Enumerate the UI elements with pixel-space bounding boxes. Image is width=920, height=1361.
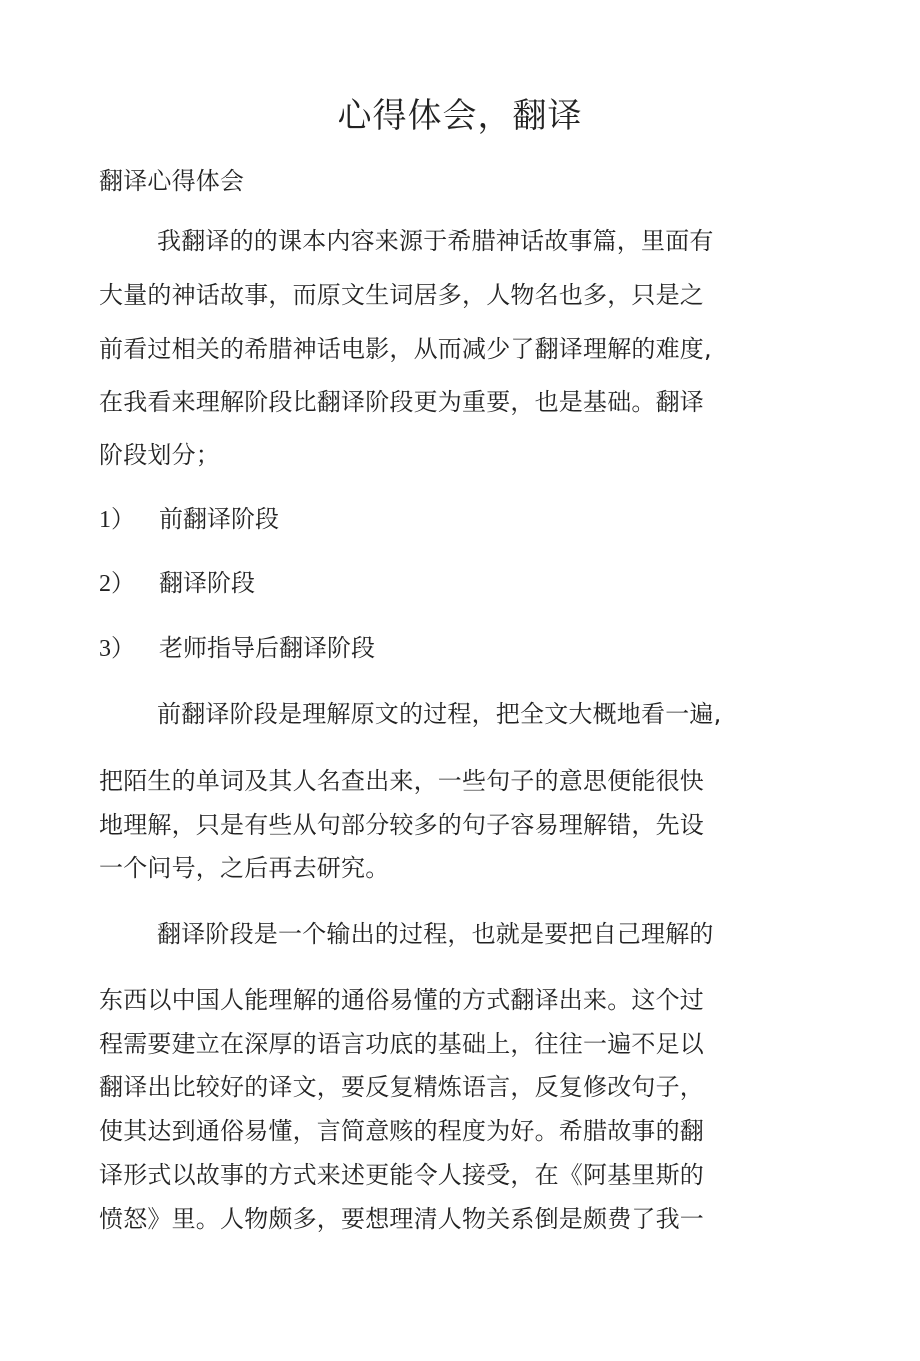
list-number: 2）: [99, 571, 135, 597]
paragraph-line: 我翻译的的课本内容来源于希腊神话故事篇，里面有: [157, 227, 714, 255]
list-text: 老师指导后翻译阶段: [159, 634, 375, 662]
paragraph-line: 前看过相关的希腊神话电影，从而减少了翻译理解的难度,: [99, 335, 712, 363]
paragraph-line: 程需要建立在深厚的语言功底的基础上，往往一遍不足以: [99, 1030, 704, 1058]
list-text: 前翻译阶段: [159, 505, 279, 533]
paragraph-line: 使其达到通俗易懂，言简意赅的程度为好。希腊故事的翻: [99, 1117, 704, 1145]
paragraph-line: 译形式以故事的方式来述更能令人接受，在《阿基里斯的: [99, 1161, 704, 1189]
list-number: 3）: [99, 636, 135, 662]
paragraph-line: 翻译出比较好的译文，要反复精炼语言，反复修改句子，: [99, 1073, 704, 1101]
paragraph-line: 前翻译阶段是理解原文的过程，把全文大概地看一遍,: [157, 700, 722, 728]
list-item: [99, 504, 279, 535]
paragraph-line: 把陌生的单词及其人名查出来，一些句子的意思便能很快: [99, 767, 704, 795]
paragraph-line: 愤怒》里。人物颇多，要想理清人物关系倒是颇费了我一: [99, 1205, 704, 1233]
paragraph-line: 在我看来理解阶段比翻译阶段更为重要，也是基础。翻译: [99, 388, 704, 416]
document-subtitle: 翻译心得体会: [99, 167, 245, 195]
paragraph-line: 翻译阶段是一个输出的过程，也就是要把自己理解的: [157, 920, 714, 948]
page-title: 心得体会，翻译: [337, 96, 583, 136]
paragraph-line: 大量的神话故事，而原文生词居多，人物名也多，只是之: [99, 281, 704, 309]
list-number: 1）: [99, 507, 135, 533]
paragraph-line: 东西以中国人能理解的通俗易懂的方式翻译出来。这个过: [99, 986, 704, 1014]
paragraph-line: 一个问号，之后再去研究。: [99, 854, 390, 882]
list-item: [99, 633, 375, 664]
paragraph-line: 地理解，只是有些从句部分较多的句子容易理解错，先设: [99, 811, 704, 839]
list-text: 翻译阶段: [159, 569, 255, 597]
list-item: [99, 568, 255, 599]
paragraph-line: 阶段划分；: [99, 441, 220, 469]
